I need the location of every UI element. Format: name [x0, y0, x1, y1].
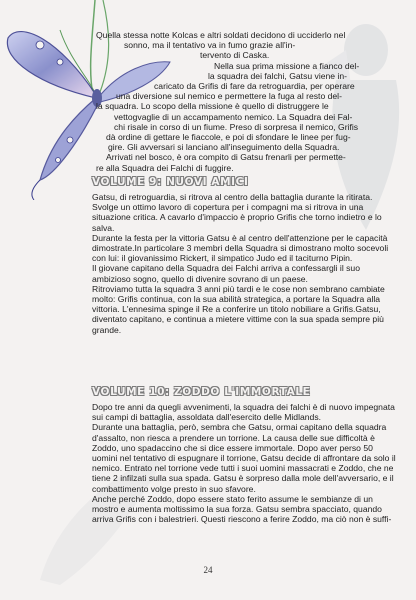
volume9-body	[92, 192, 398, 335]
intro-line: la squadra dei falchi, Gatsu viene in-	[208, 70, 348, 81]
intro-line: una diversione sul nemico e permettere la fuga al resto del-	[116, 91, 342, 102]
paragraph: Anche perché Zoddo, dopo essere stato ferito assume le sembianze di un mostro e aumenta moltissimo la sua forza. Gatsu sembra spacciato, quando arriva Grifis con i balestrieri. Questi riescono a ferire Zoddo, ma ciò non è suffi-	[92, 493, 392, 525]
page-number: 24	[203, 565, 213, 575]
volume10-heading: VOLUME 10: ZODDO L'IMMORTALE	[92, 386, 311, 398]
intro-line: Nella sua prima missione a fianco del-	[214, 60, 360, 71]
paragraph: Durante la festa per la vittoria Gatsu è al centro dell'attenzione per le capacità dimostrate.In particolare 3 membri della Squadra si dimostrano molto socevoli con lui: il giovanissimo Rickert, il simpatico Judo ed il taciturno Pipin.	[92, 232, 389, 264]
intro-line: Quella stessa notte Kolcas e altri soldati decidono di ucciderlo nel	[96, 30, 346, 40]
intro-text	[96, 30, 396, 173]
intro-line: caricato da Grifis di fare da retroguardia, per operare	[154, 81, 355, 92]
paragraph: Il giovane capitano della Squadra dei Falchi arriva a confessargli il suo ambizioso sogno, quello di divenire sovrano di un paese.	[92, 263, 360, 284]
paragraph: Dopo tre anni da quegli avvenimenti, la squadra dei falchi è di nuovo impegnata sui campi di battaglia, assoldata dall'esercito delle Midlands.	[92, 402, 395, 423]
intro-line: chi risale in corso di un fiume. Preso di sorpresa il nemico, Grifis	[114, 121, 359, 132]
paragraph: Durante una battaglia, però, sembra che Gatsu, ormai capitano della squadra d'assalto, non riesca a prendere un torrione. La causa delle sue difficoltà è Zoddo, uno spadaccino che si dice essere immortale. Dopo aver perso 50 uomini nel tentativo di espugnare il torrione, Gatsu decide di affrontare da solo il nemico. Entrato nel torrione vede tutti i suoi uomini massacrati e Zoddo, che ne tiene 2 infilzati sulla sua spada. Gatsu è sorpreso dalla mole dell'avversario, e il combattimento volge presto in suo sfavore.	[92, 422, 396, 494]
intro-line: gire. Gli avversari si lanciano all'inseguimento della Squadra.	[108, 142, 340, 153]
volume9-heading: VOLUME 9: NUOVI AMICI	[92, 176, 249, 188]
intro-line: tervento di Caska.	[200, 50, 270, 61]
intro-line: re alla Squadra dei Falchi di fuggire.	[96, 162, 234, 173]
intro-line: Arrivati nel bosco, è ora compito di Gatsu frenarli per permette-	[106, 152, 346, 163]
paragraph: Gatsu, di retroguardia, si ritrova al centro della battaglia durante la ritirata. Svolge un ottimo lavoro di copertura per i compagni ma si ritrova in una situazione critica. A cavarlo d'impaccio è proprio Grifis che torno indietro e lo salva.	[92, 192, 382, 233]
intro-line: sonno, ma il tentativo va in fumo grazie all'in-	[124, 40, 296, 51]
intro-line: dà ordine di gettare le fiaccole, e poi di sfondare le linee per fug-	[106, 132, 351, 143]
intro-line: la squadra. Lo scopo della missione è quello di distruggere le	[96, 101, 329, 112]
paragraph: Ritroviamo tutta la squadra 3 anni più tardi e le cose non sembrano cambiate molto: Grifis continua, con la sua abilità strategica, a portare la Squadra alla vittoria. L'ennesima spinge il Re a conferire un titolo nobiliare a Grifis.Gatsu, diventato capitano, e continua a mietere vittime con la sua spada sempre più grande.	[92, 283, 385, 335]
volume10-body	[92, 402, 398, 524]
intro-line: vettogvaglie di un accampamento nemico. La Squadra dei Fal-	[114, 111, 353, 122]
